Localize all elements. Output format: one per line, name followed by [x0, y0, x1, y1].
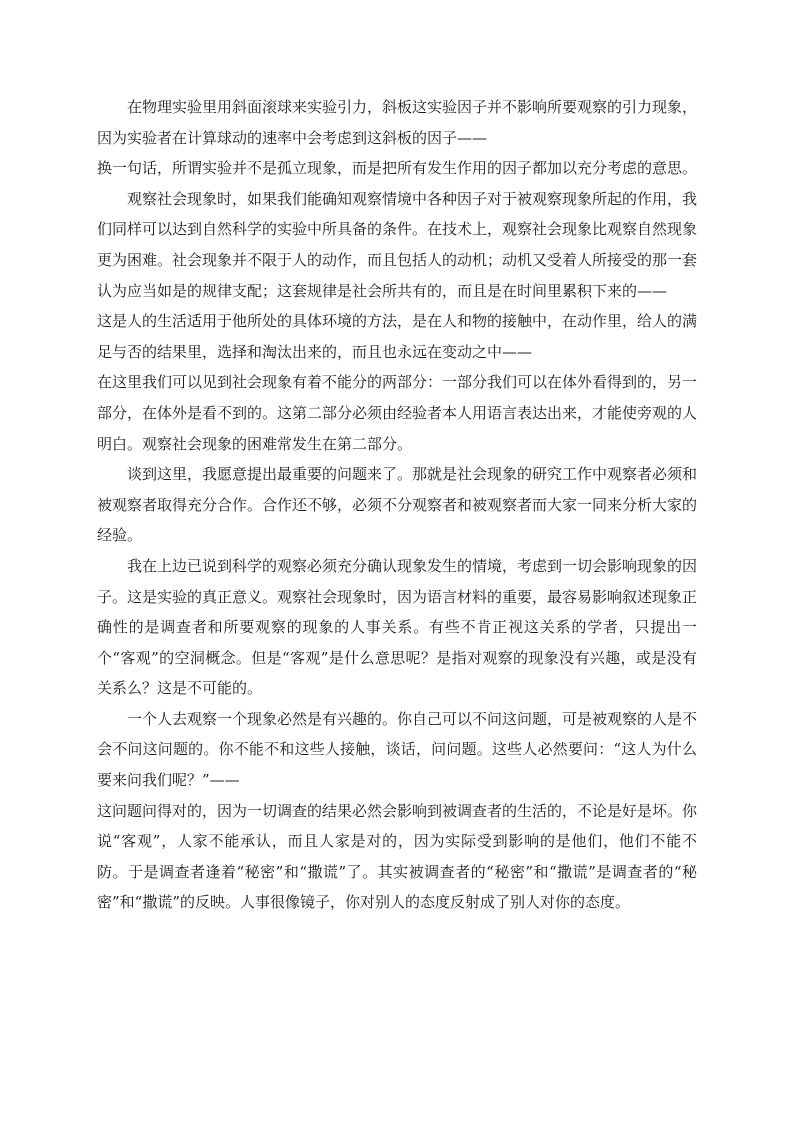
paragraph-2: 换一句话，所谓实验并不是孤立现象，而是把所有发生作用的因子都加以充分考虑的意思。 — [97, 159, 698, 178]
paragraph-1: 在物理实验里用斜面滚球来实验引力，斜板这实验因子并不影响所要观察的引力现象，因为实验者在计算球动的速率中会考虑到这斜板的因子—— — [97, 98, 698, 147]
paragraph-5: 在这里我们可以见到社会现象有着不能分的两部分：一部分我们可以在体外看得到的，另一部分，在体外是看不到的。这第二部分必须由经验者本人用语言表达出来，才能使旁观的人明白。观察社会现象的困难常发生在第二部分。 — [97, 373, 698, 453]
paragraph-7: 我在上边已说到科学的观察必须充分确认现象发生的情境，考虑到一切会影响现象的因子。这是实验的真正意义。观察社会现象时，因为语言材料的重要，最容易影响叙述现象正确性的是调查者和所要观察的现象的人事关系。有些不肯正视这关系的学者，只提出一个“客观”的空洞概念。但是“客观”是什么意思呢？是指对观察的现象没有兴趣，或是没有关系么？这是不可能的。 — [97, 556, 698, 698]
document-body — [97, 92, 697, 918]
paragraph-6: 谈到这里，我愿意提出最重要的问题来了。那就是社会现象的研究工作中观察者必须和被观察者取得充分合作。合作还不够，必须不分观察者和被观察者而大家一同来分析大家的经验。 — [97, 465, 698, 545]
paragraph-9: 这问题问得对的，因为一切调查的结果必然会影响到被调查者的生活的，不论是好是坏。你说“客观”，人家不能承认，而且人家是对的，因为实际受到影响的是他们，他们不能不防。于是调查者逢着“秘密”和“撒谎”了。其实被调查者的“秘密”和“撒谎”是调查者的“秘密”和“撒谎”的反映。人事很像镜子，你对别人的态度反射成了别人对你的态度。 — [97, 801, 698, 912]
paragraph-4: 这是人的生活适用于他所处的具体环境的方法，是在人和物的接触中，在动作里，给人的满足与否的结果里，选择和淘汰出来的，而且也永远在变动之中—— — [97, 312, 698, 361]
paragraph-3: 观察社会现象时，如果我们能确知观察情境中各种因子对于被观察现象所起的作用，我们同样可以达到自然科学的实验中所具备的条件。在技术上，观察社会现象比观察自然现象更为困难。社会现象并不限于人的动作，而且包括人的动机；动机又受着人所接受的那一套认为应当如是的规律支配；这套规律是社会所共有的，而且是在时间里累积下来的—— — [97, 189, 698, 300]
paragraph-8: 一个人去观察一个现象必然是有兴趣的。你自己可以不问这问题，可是被观察的人是不会不问这问题的。你不能不和这些人接触，谈话，问问题。这些人必然要问：“这人为什么要来问我们呢？”—— — [97, 709, 698, 790]
